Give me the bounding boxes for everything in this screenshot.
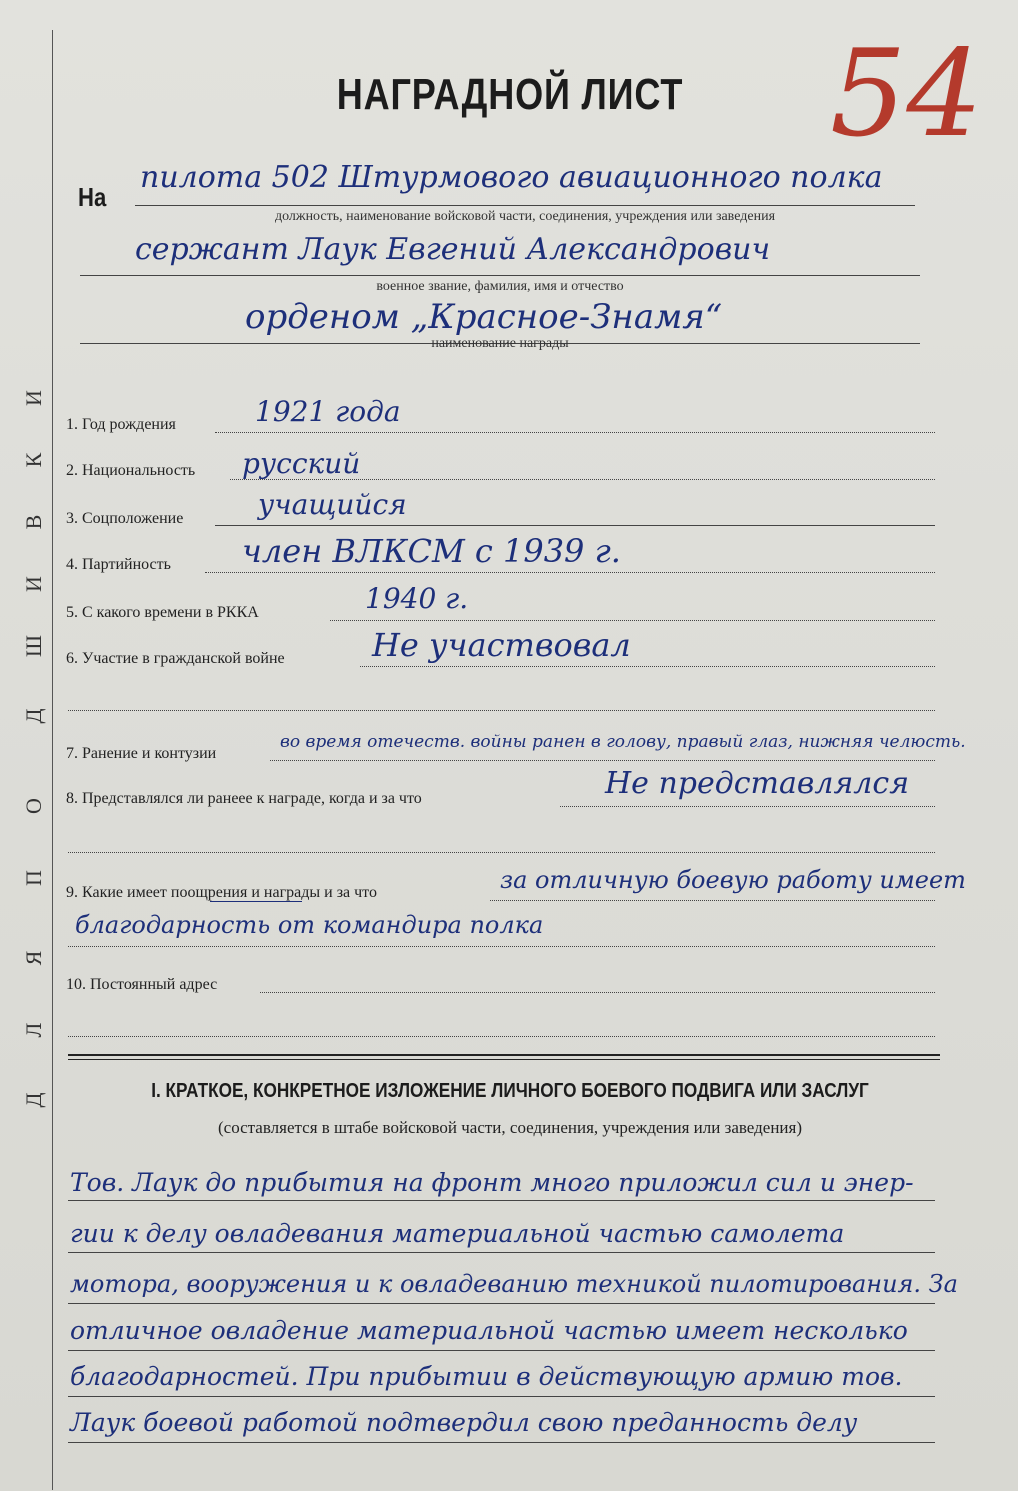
- section-divider: [68, 1054, 940, 1056]
- narrative-rule: [68, 1303, 935, 1304]
- field-value-social-status: учащийся: [258, 488, 407, 521]
- field-value-rkka-since: 1940 г.: [365, 582, 469, 615]
- vertical-caption: [14, 385, 54, 1145]
- narrative-rule: [68, 1350, 935, 1351]
- narrative-line: Лаук боевой работой подтвердил свою преданность делу: [70, 1408, 858, 1437]
- underline-mark: [210, 901, 302, 902]
- award-caption: наименование награды: [431, 336, 569, 351]
- position-caption: должность, наименование войсковой части, соединения, учреждения или заведения: [274, 209, 776, 224]
- award-name: орденом „Красное-Знамя“: [245, 297, 723, 337]
- field-line: [560, 806, 935, 807]
- field-line: [270, 760, 935, 761]
- field-label-party: 4. Партийность: [66, 556, 171, 573]
- narrative-rule: [68, 1252, 935, 1253]
- caption-letter: К: [21, 452, 46, 468]
- field-value-commendations: за отличную боевую работу имеет: [500, 866, 966, 894]
- narrative-rule: [68, 1200, 935, 1201]
- caption-letter: О: [21, 798, 46, 814]
- field-line: [68, 710, 935, 711]
- caption-letter: Я: [21, 950, 46, 966]
- field-label-nationality: 2. Национальность: [66, 462, 196, 479]
- caption-letter: И: [21, 576, 46, 592]
- field-line: [330, 620, 935, 621]
- field-value-wounds: во время отечеств. войны ранен в голову, правый глаз, нижняя челюсть.: [280, 732, 966, 752]
- field-label-address: 10. Постоянный адрес: [66, 976, 218, 993]
- field-value-commendations-cont: благодарность от командира полка: [75, 911, 544, 939]
- caption-letter: И: [21, 390, 46, 406]
- field-value-previous-award: Не представлялся: [605, 766, 910, 801]
- page-number-stamp: 54: [830, 25, 983, 164]
- narrative-rule: [68, 1442, 935, 1443]
- nominee-rank-name: сержант Лаук Евгений Александрович: [135, 232, 771, 267]
- caption-letter: Д: [21, 1092, 46, 1108]
- nominee-position: пилота 502 Штурмового авиационного полка: [140, 160, 883, 195]
- field-label-previous-award: 8. Представлялся ли ранеее к награде, когда и за что: [66, 790, 422, 807]
- caption-letter: Л: [21, 1022, 46, 1038]
- rank-name-rule: [80, 275, 920, 276]
- field-line: [205, 572, 935, 573]
- caption-letter: В: [21, 514, 46, 530]
- rank-name-caption: военное звание, фамилия, имя и отчество: [376, 279, 624, 294]
- field-value-civil-war: Не участвовал: [372, 626, 631, 664]
- narrative-line: Тов. Лаук до прибытия на фронт много приложил сил и энер-: [70, 1168, 914, 1197]
- field-label-wounds: 7. Ранение и контузии: [66, 745, 217, 762]
- field-label-social-status: 3. Соцположение: [66, 510, 184, 527]
- field-line: [68, 946, 935, 947]
- field-line: [68, 1036, 935, 1037]
- field-label-civil-war: 6. Участие в гражданской войне: [66, 650, 285, 667]
- position-rule: [135, 205, 915, 206]
- narrative-line: отличное овладение материальной частью имеет несколько: [70, 1316, 908, 1345]
- caption-letter: Ш: [21, 634, 46, 658]
- section-subtitle: (составляется в штабе войсковой части, соединения, учреждения или заведения): [218, 1118, 802, 1137]
- caption-letter: П: [21, 870, 46, 886]
- field-line: [215, 432, 935, 433]
- field-line: [360, 666, 935, 667]
- narrative-line: благодарностей. При прибытии в действующую армию тов.: [70, 1362, 903, 1391]
- field-value-birth-year: 1921 года: [255, 395, 401, 428]
- field-label-commendations: 9. Какие имеет поощрения и награды и за что: [66, 884, 377, 901]
- field-label-birth-year: 1. Год рождения: [66, 416, 176, 433]
- field-line: [215, 525, 935, 526]
- narrative-line: мотора, вооружения и к овладеванию техникой пилотирования. За: [70, 1270, 958, 1298]
- field-line: [260, 992, 935, 993]
- field-value-nationality: русский: [242, 447, 361, 480]
- field-line: [230, 479, 935, 480]
- narrative-line: гии к делу овладевания материальной частью самолета: [70, 1219, 845, 1248]
- section-title: I. КРАТКОЕ, КОНКРЕТНОЕ ИЗЛОЖЕНИЕ ЛИЧНОГО БОЕВОГО ПОДВИГА ИЛИ ЗАСЛУГ: [151, 1080, 869, 1102]
- field-line: [68, 852, 935, 853]
- na-label: На: [78, 182, 107, 212]
- field-line: [490, 900, 935, 901]
- narrative-rule: [68, 1396, 935, 1397]
- field-value-party: член ВЛКСМ с 1939 г.: [242, 532, 621, 570]
- document-title: НАГРАДНОЙ ЛИСТ: [336, 70, 684, 119]
- field-label-rkka-since: 5. С какого времени в РККА: [66, 604, 259, 621]
- section-divider: [68, 1059, 940, 1060]
- caption-letter: Д: [21, 708, 46, 724]
